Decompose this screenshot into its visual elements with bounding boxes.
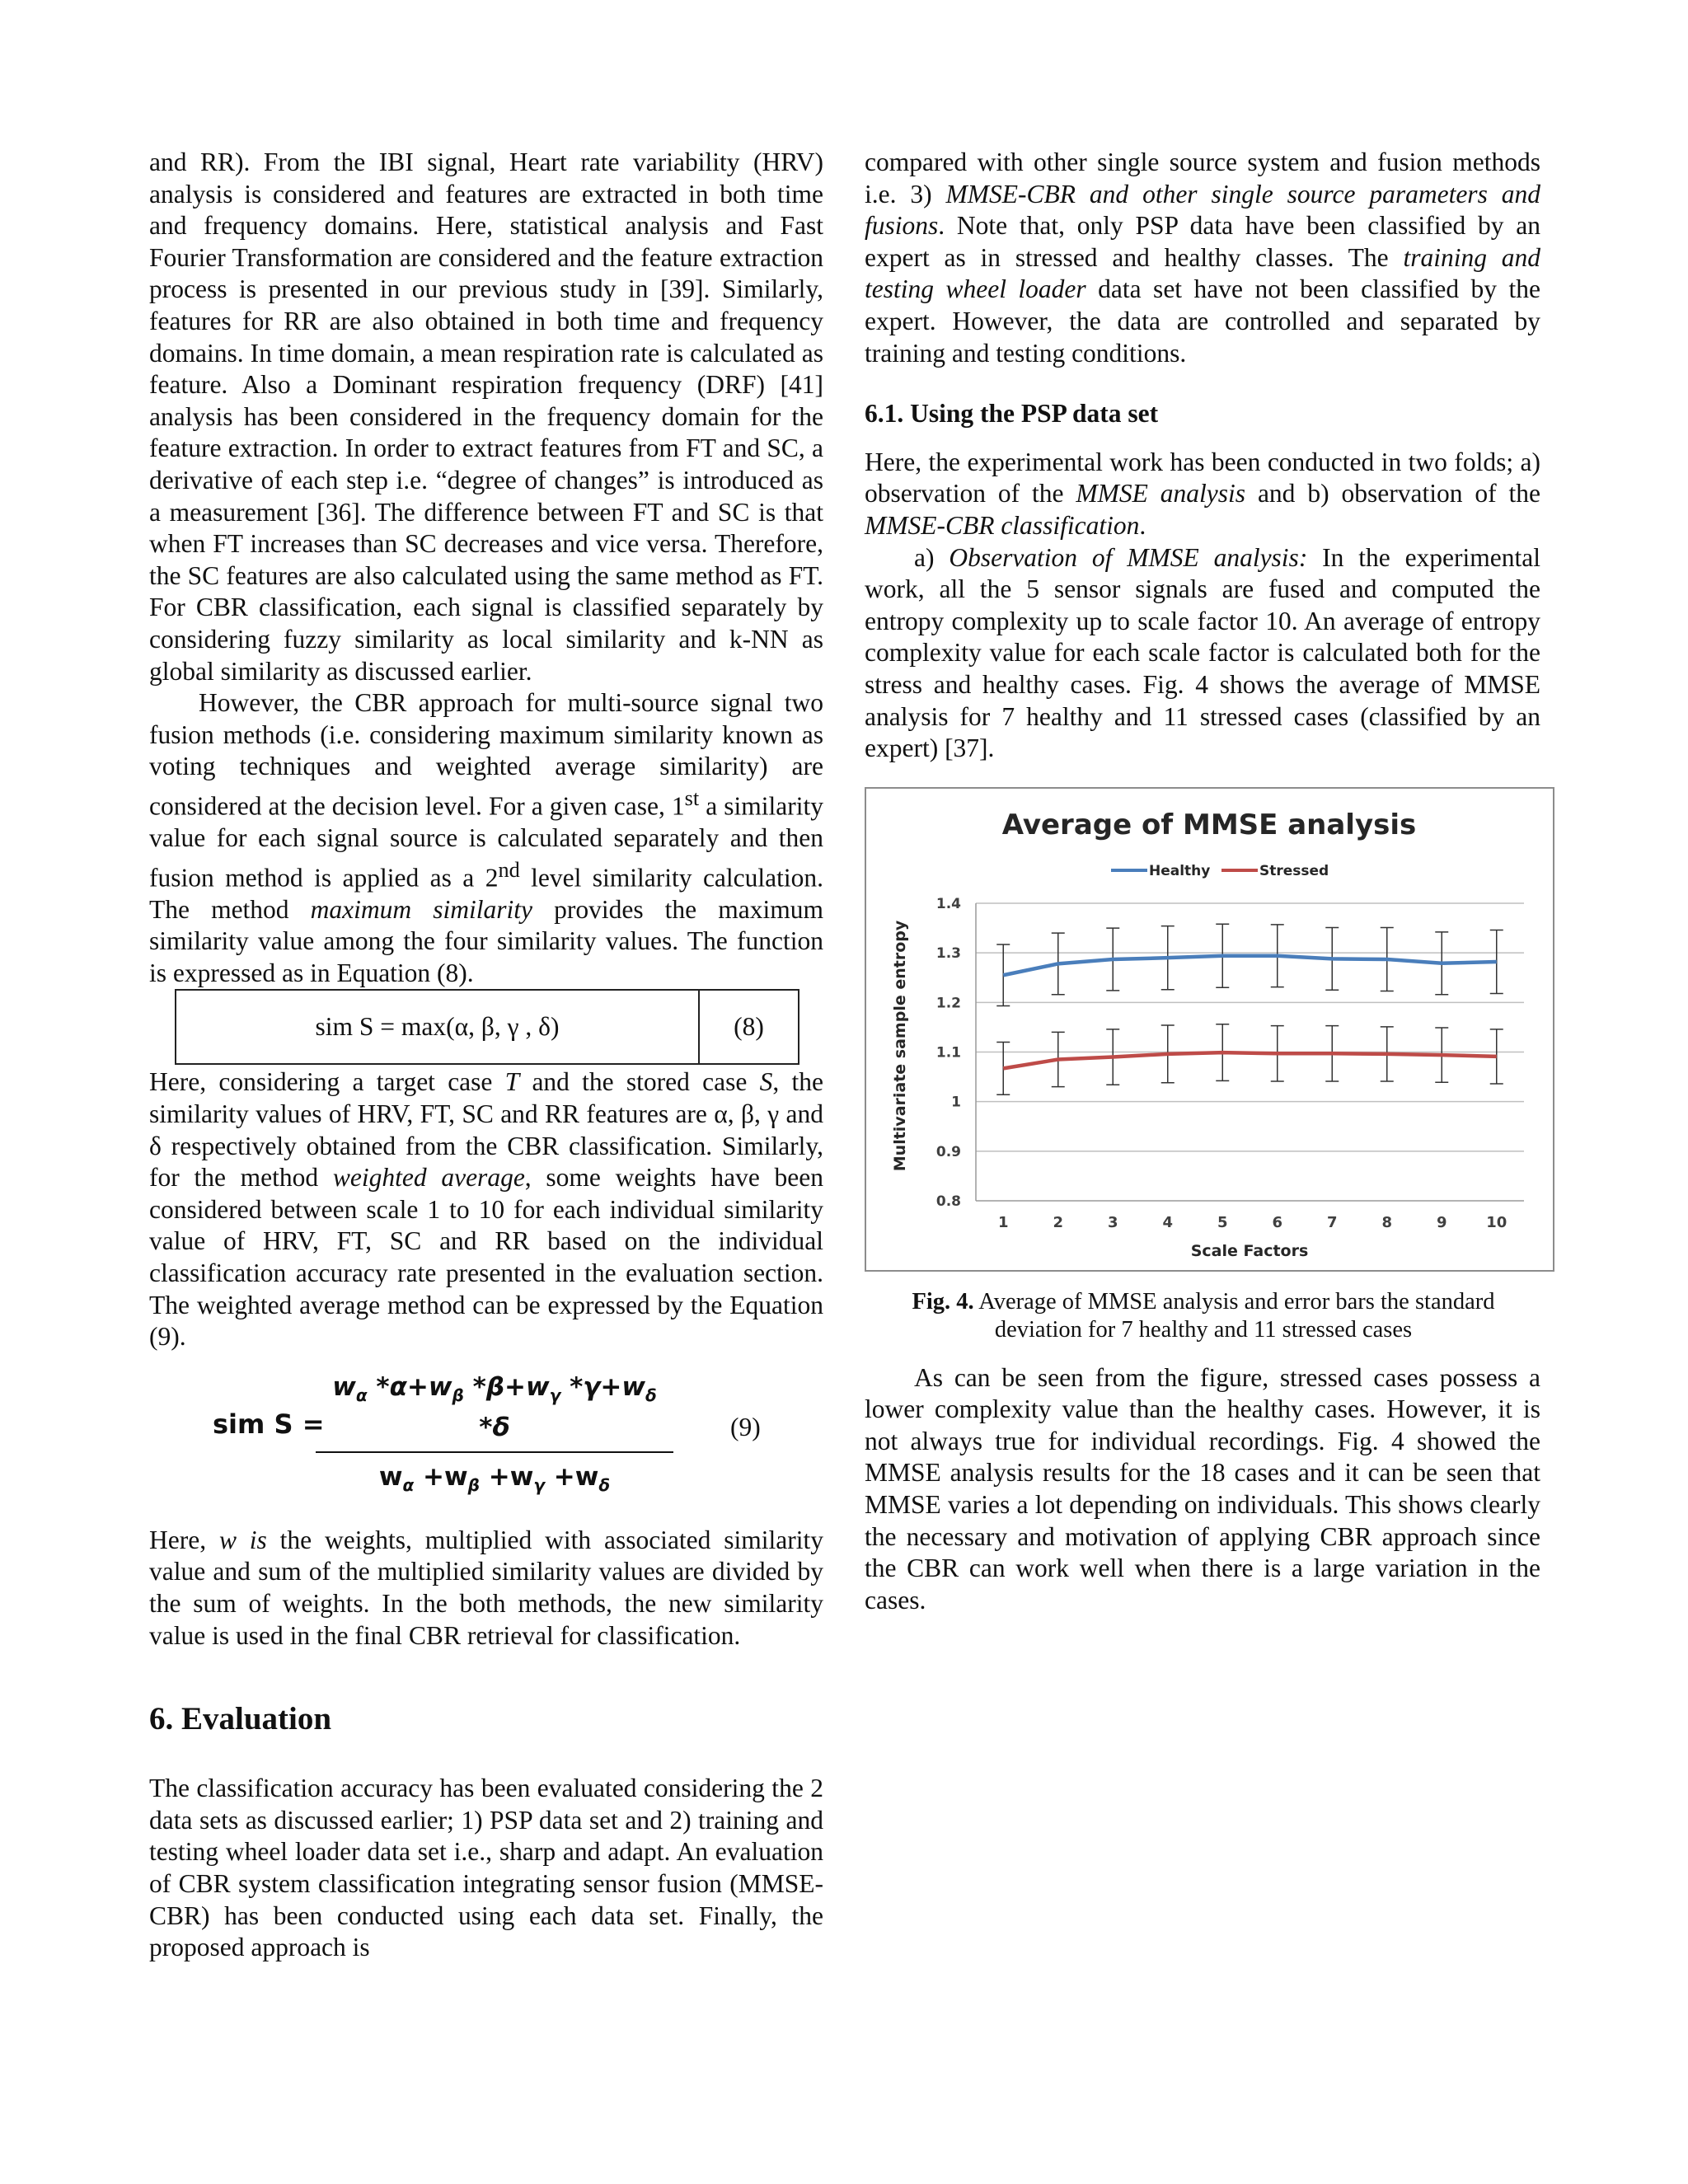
y-tick-label: 0.9 [935,1143,961,1160]
figure-4-chart [865,787,1554,1272]
equation-9-lhs: sim S = [213,1408,325,1440]
series-healthy [996,924,1503,1005]
x-tick-label: 2 [1053,1213,1064,1231]
y-tick-label: 1.2 [935,995,961,1012]
y-axis-label: Multivariate sample entropy [891,920,909,1171]
paragraph: The classification accuracy has been evaluated considering the 2 data sets as discussed earlier; 1) PSP data set and 2) training and testing wheel loader data set i.e., sharp and adapt. An evaluation of CBR system classification integrating sensor fusion (MMSE-CBR) has been conducted using each data set. Finally, the proposed approach is [149,1774,823,1962]
x-tick-label: 6 [1272,1213,1283,1231]
paragraph: a) Observation of MMSE analysis: In the experimental work, all the 5 sensor signals are fused and computed the entropy complexity up to scale factor 10. An average of entropy complexity value for each scale factor is calculated both for the stress and healthy cases. Fig. 4 shows the average of MMSE analysis for 7 healthy and 11 stressed cases (classified by an expert) [37]. [865,542,1540,763]
y-tick-label: 1.3 [935,944,961,962]
figure-caption: Fig. 4. Average of MMSE analysis and error bars the standard deviation for 7 healthy and 11 stressed cases [912,1288,1495,1343]
subsection-title: 6.1. Using the PSP data set [865,399,1159,429]
y-tick-label: 1 [951,1094,961,1111]
equation-9-fraction [316,1371,673,1502]
x-tick-label: 4 [1162,1213,1174,1231]
x-tick-label: 9 [1436,1213,1447,1231]
paragraph: Here, the experimental work has been conducted in two folds; a) observation of the MMSE analysis and b) observation of the MMSE-CBR classification. [865,447,1540,540]
paragraph: and RR). From the IBI signal, Heart rate variability (HRV) analysis is considered and features are extracted in both time and frequency domains. Here, statistical analysis and Fast Fourier Transformation are considered and the feature extraction process is presented in our previous study in [39]. Similarly, features for RR are also obtained in both time and frequency domains. In time domain, a mean respiration rate is calculated as feature. Also a Dominant respiration frequency (DRF) [41] analysis has been considered in the frequency domain for the feature extraction. In order to extract features from FT and SC, a derivative of each step i.e. “degree of changes” is introduced as a measurement [36]. The difference between FT and SC is that when FT increases than SC decreases and vice versa. Therefore, the SC features are also calculated using the same method as FT. For CBR classification, each signal is classified separately by considering fuzzy similarity as local similarity and k-NN as global similarity as discussed earlier. [149,148,823,686]
section-title: 6. Evaluation [149,1701,332,1737]
mmse-line-chart [866,789,1553,1270]
chart-series [996,924,1503,1094]
x-tick-label: 7 [1326,1213,1338,1231]
paragraph: Here, w is the weights, multiplied with associated similarity value and sum of the multiplied similarity values are divided by the sum of weights. In the both methods, the new similarity value is used in the final CBR retrieval for classification. [149,1525,824,1650]
series-stressed [996,1024,1503,1094]
x-axis-label: Scale Factors [1190,1241,1309,1260]
paragraph: Here, considering a target case T and the stored case S, the similarity values of HRV, FT, SC and RR features are α, β, γ and δ respectively obtained from the CBR classification. Similarly, for the method weighted average, some weights have been considered between scale 1 to 10 for each individual similarity value of HRV, FT, SC and RR based on the individual classification accuracy rate presented in the evaluation section. The weighted average method can be expressed by the Equation (9). [149,1067,824,1352]
equation-9 [149,1357,823,1497]
x-tick-label: 1 [997,1213,1009,1231]
paragraph: As can be seen from the figure, stressed cases possess a lower complexity value than the healthy cases. However, it is not always true for individual recordings. Fig. 4 showed the MMSE analysis results for the 18 cases and it can be seen that MMSE varies a lot depending on individuals. This shows clearly the necessary and motivation of applying CBR approach since the CBR can work well when there is a large variation in the cases. [865,1362,1540,1615]
series-line [1003,955,1497,974]
x-tick-label: 10 [1486,1213,1507,1231]
equation-8-label: (8) [699,990,799,1064]
legend-entry: Healthy [1149,862,1211,879]
chart-title: Average of MMSE analysis [1001,808,1417,841]
y-axis-ticks [936,896,961,1210]
equation-9-numerator: $w_\alpha$ $*\alpha+w_\beta$ $*\beta+w_\gamma$ $*\gamma+w_\delta$ *δ [332,1371,657,1442]
paragraph: However, the CBR approach for multi-source signal two fusion methods (i.e. considering maximum similarity known as voting techniques and weighted average similarity) are considered at the decision level. For a given case, 1st a similarity value for each signal source is calculated separately and then fusion method is applied as a 2nd level similarity calculation. The method maximum similarity provides the maximum similarity value among the four similarity values. The function is expressed as in Equation (8). [149,688,823,987]
x-tick-label: 8 [1381,1213,1393,1231]
x-tick-label: 3 [1107,1213,1118,1231]
equation-8-formula: sim S = max(α, β, γ , δ) [176,990,699,1064]
equation-8-box [175,989,799,1065]
paragraph: compared with other single source system and fusion methods i.e. 3) MMSE-CBR and other single source parameters and fusions. Note that, only PSP data have been classified by an expert as in stressed and healthy classes. The training and testing wheel loader data set have not been classified by the expert. However, the data are controlled and separated by training and testing conditions. [865,148,1541,368]
series-line [1003,1052,1497,1068]
y-tick-label: 1.4 [935,895,961,912]
legend-entry: Stressed [1259,862,1329,879]
right-column [865,147,1540,1616]
equation-9-label: (9) [730,1412,761,1441]
x-tick-label: 5 [1217,1213,1228,1231]
y-tick-label: 0.8 [935,1193,961,1210]
x-axis-ticks [998,1214,1507,1231]
y-tick-label: 1.1 [935,1044,961,1062]
left-column [149,147,823,1964]
equation-9-denominator: $w_\alpha +w_\beta +w_\gamma +w_\delta$ [316,1451,673,1502]
chart-legend [1111,863,1329,879]
